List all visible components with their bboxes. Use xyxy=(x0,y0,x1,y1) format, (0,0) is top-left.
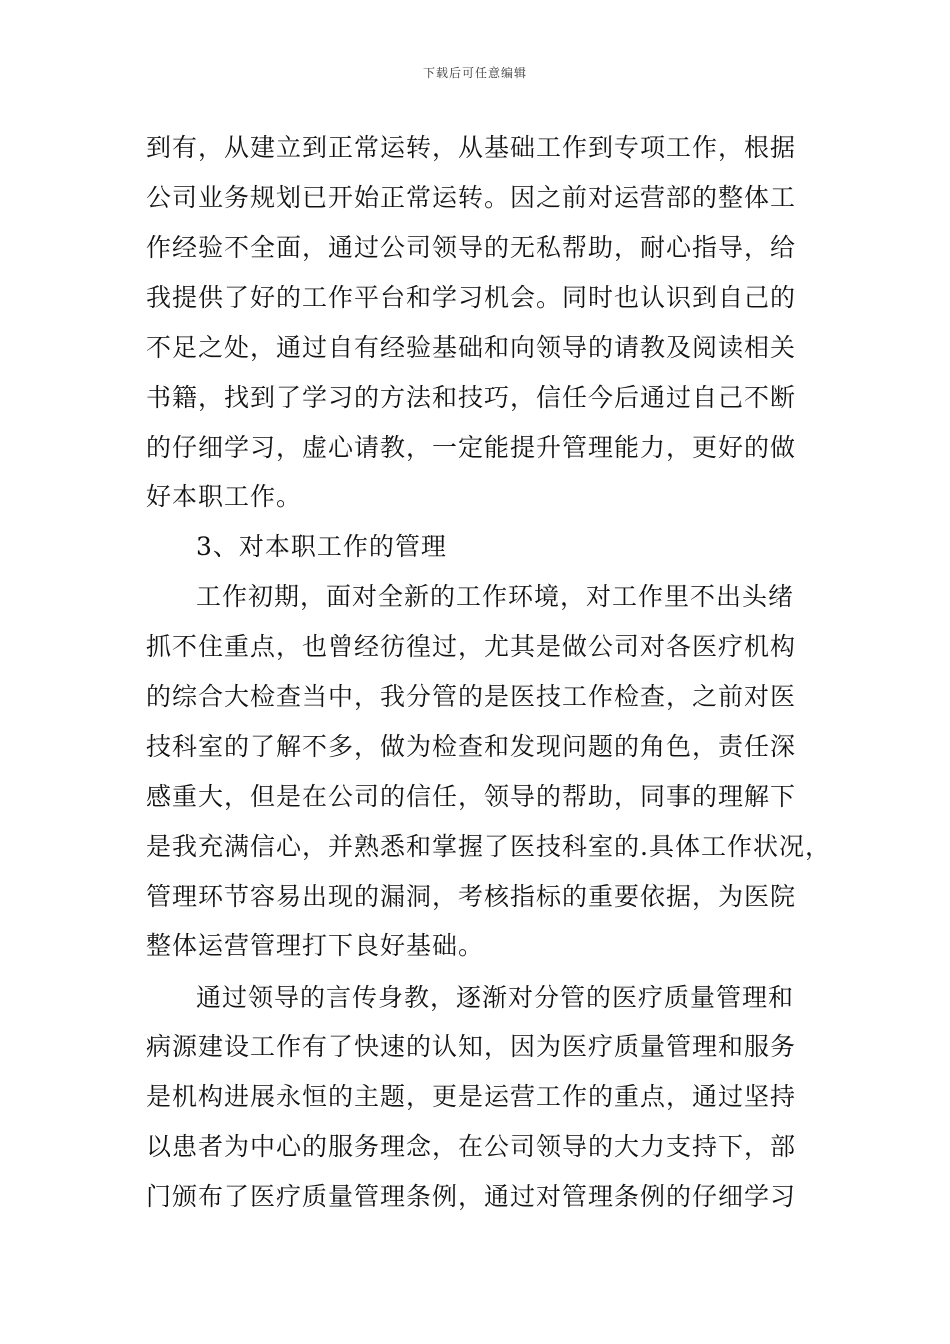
text-line: 以患者为中心的服务理念，在公司领导的大力支持下，部 xyxy=(146,1132,797,1161)
text-line: 的仔细学习，虚心请教，一定能提升管理能力，更好的做 xyxy=(146,433,797,462)
text-line: 技科室的了解不多，做为检查和发现问题的角色，责任深 xyxy=(146,732,797,761)
text-line: 工作初期，面对全新的工作环境，对工作里不出头绪 xyxy=(196,582,795,611)
text-line: 抓不住重点，也曾经彷徨过，尤其是做公司对各医疗机构 xyxy=(146,632,797,661)
text-line: 是我充满信心，并熟悉和掌握了医技科室的.具体工作状况， xyxy=(146,832,831,861)
text-line: 整体运营管理打下良好基础。 xyxy=(146,931,485,960)
text-line: 不足之处，通过自有经验基础和向领导的请教及阅读相关 xyxy=(146,333,797,362)
text-line: 是机构进展永恒的主题，更是运营工作的重点，通过坚持 xyxy=(146,1082,797,1111)
text-line: 病源建设工作有了快速的认知，因为医疗质量管理和服务 xyxy=(146,1032,797,1061)
text-line: 的综合大检查当中，我分管的是医技工作检查，之前对医 xyxy=(146,682,797,711)
text-line: 管理环节容易出现的漏洞，考核指标的重要依据，为医院 xyxy=(146,882,797,911)
text-line: 好本职工作。 xyxy=(146,482,303,511)
text-line: 门颁布了医疗质量管理条例，通过对管理条例的仔细学习 xyxy=(146,1182,797,1211)
text-line: 书籍，找到了学习的方法和技巧，信任今后通过自己不断 xyxy=(146,383,797,412)
text-line: 到有，从建立到正常运转，从基础工作到专项工作，根据 xyxy=(146,133,797,162)
text-line: 通过领导的言传身教，逐渐对分管的医疗质量管理和 xyxy=(196,983,795,1012)
text-line: 公司业务规划已开始正常运转。因之前对运营部的整体工 xyxy=(146,183,797,212)
header-note: 下载后可任意编辑 xyxy=(422,66,527,80)
section-heading: 3、对本职工作的管理 xyxy=(196,532,447,561)
text-line: 作经验不全面，通过公司领导的无私帮助，耐心指导，给 xyxy=(146,233,797,262)
text-line: 我提供了好的工作平台和学习机会。同时也认识到自己的 xyxy=(146,283,797,312)
text-line: 感重大，但是在公司的信任，领导的帮助，同事的理解下 xyxy=(146,782,797,811)
